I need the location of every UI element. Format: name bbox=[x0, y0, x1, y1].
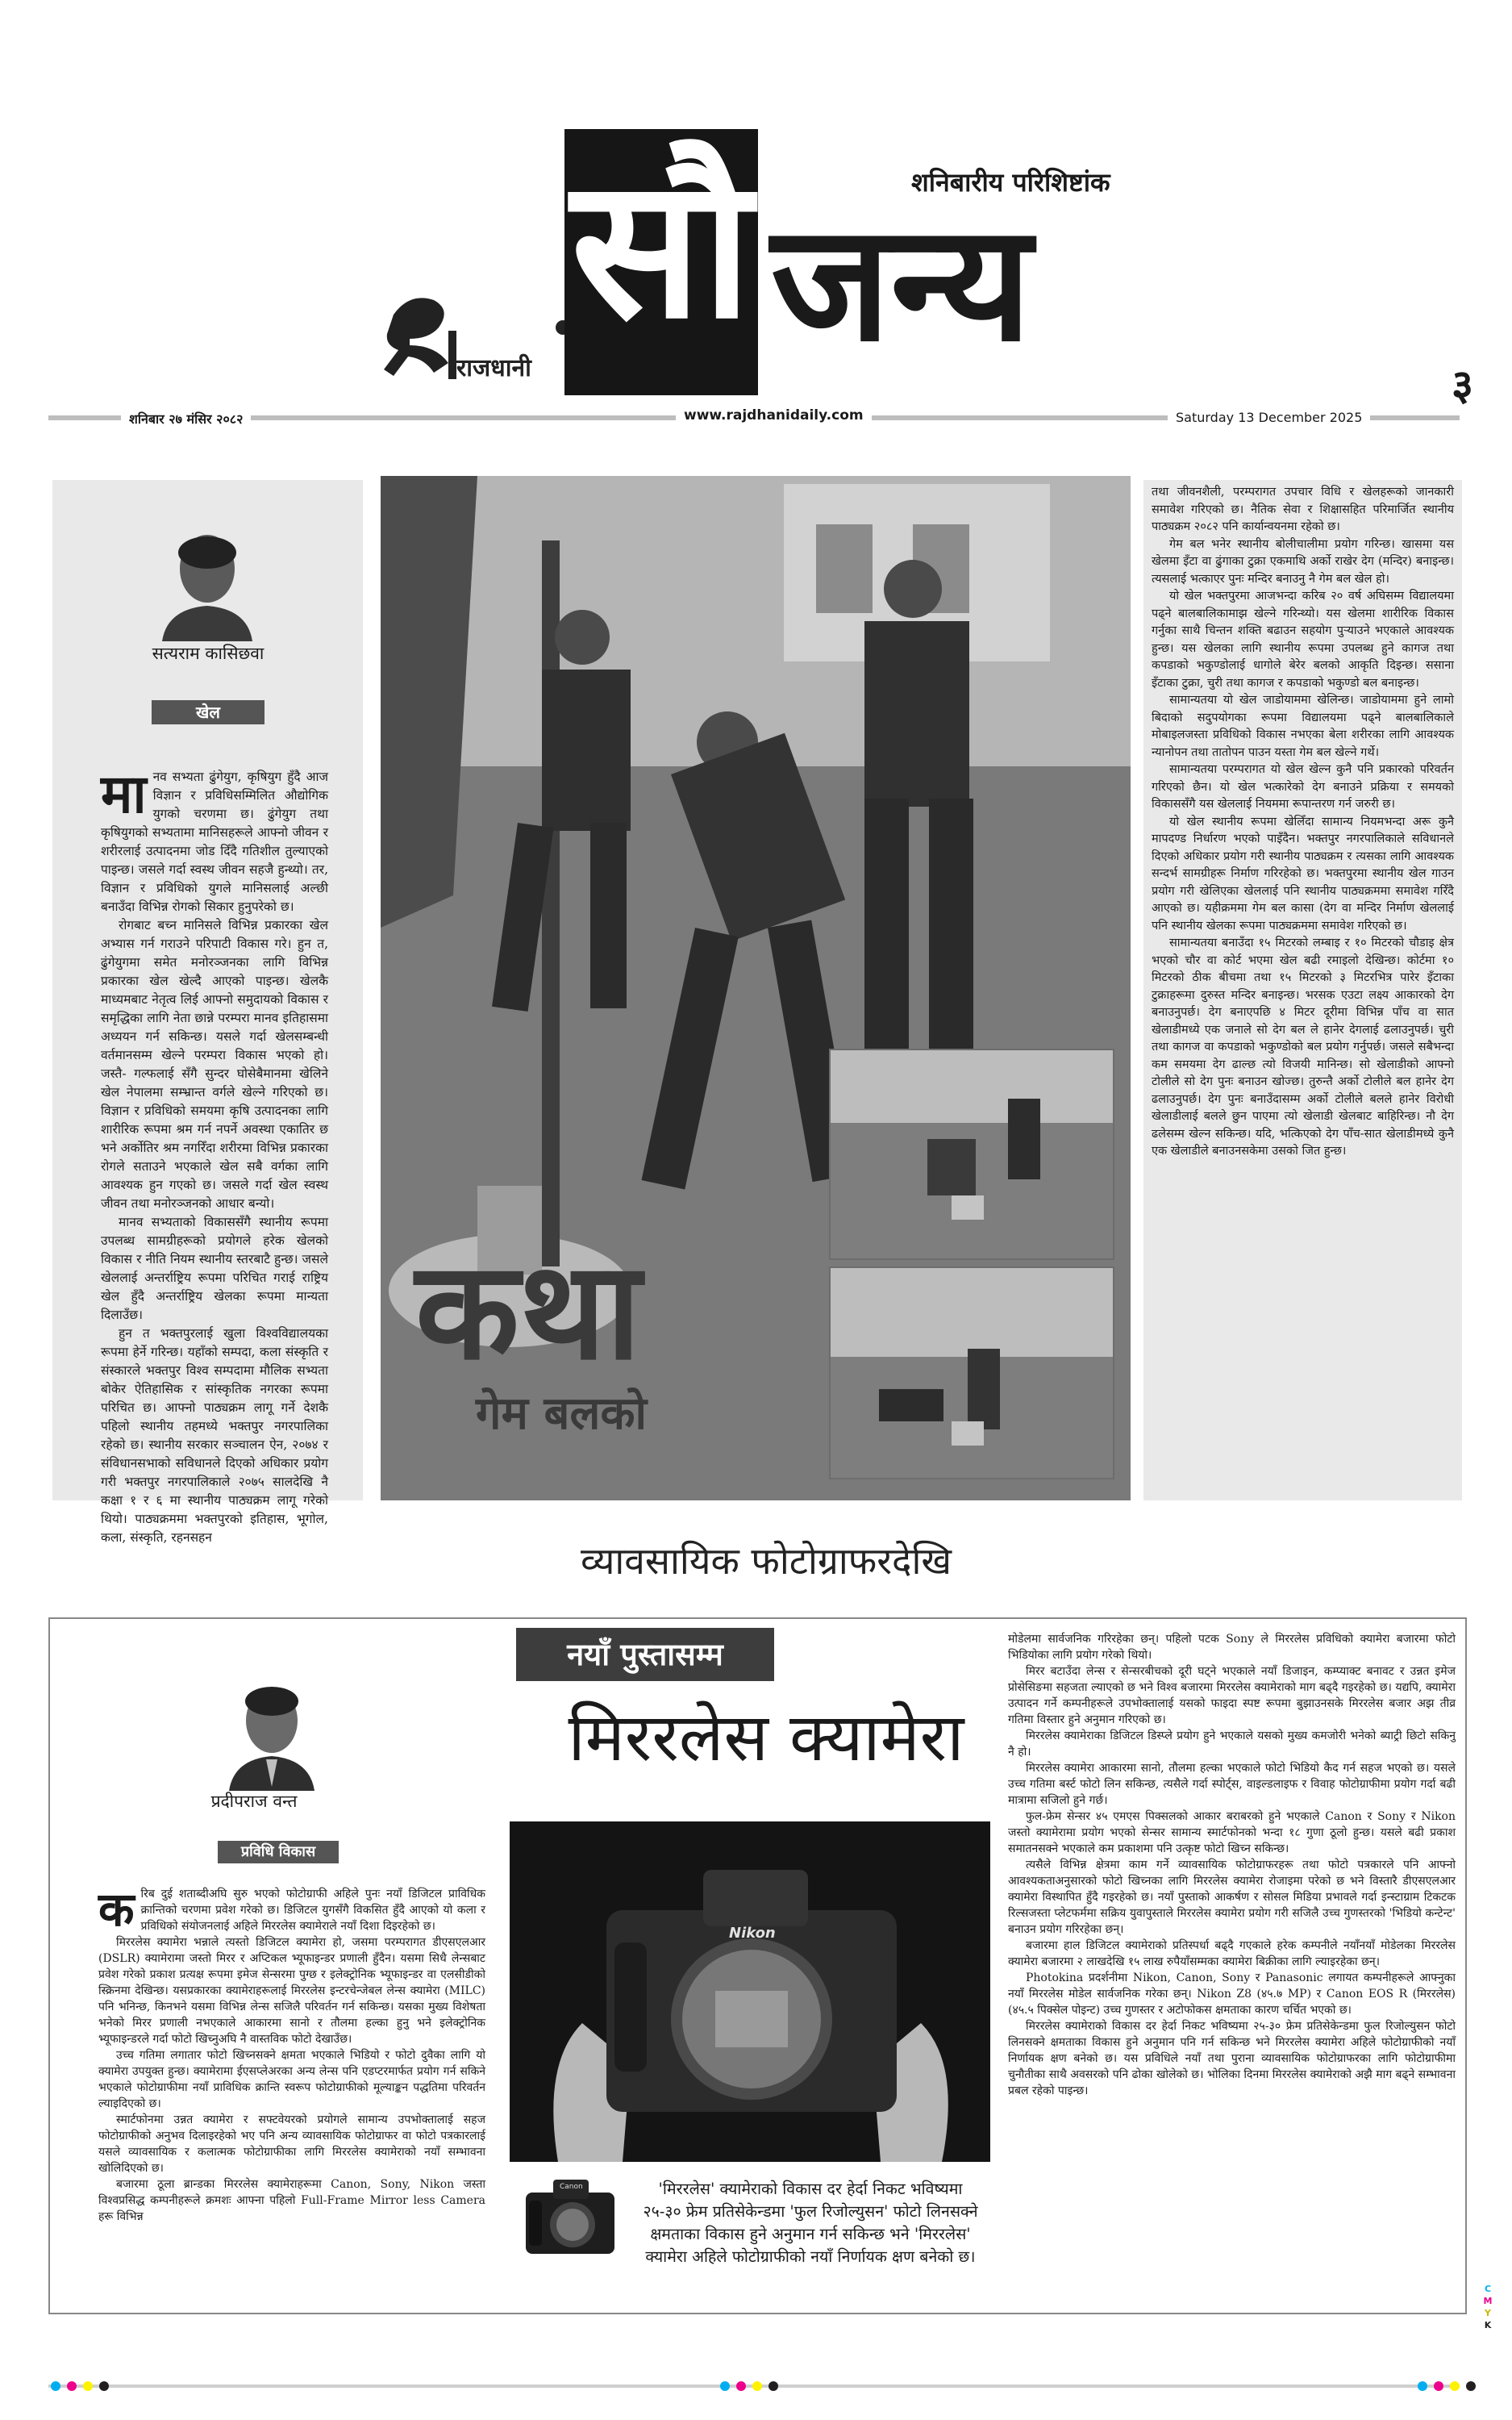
inset-photo-2-icon bbox=[831, 1268, 1113, 1478]
nikon-camera-photo-icon bbox=[510, 1821, 990, 2162]
inset-photo-1 bbox=[829, 1049, 1114, 1260]
author-portrait-icon bbox=[159, 528, 256, 641]
small-camera-photo bbox=[521, 2172, 619, 2262]
story2-headline: मिररलेस क्यामेरा bbox=[568, 1700, 964, 1776]
paragraph: त्यसैले विभिन्न क्षेत्रमा काम गर्ने व्यावसायिक फोटोग्राफरहरू तथा फोटो पत्रकारले पनि आफ्नो आवश्यकताअनुसारको फोटो खिच्नका लागि मिररलेस क्यामेरा रोजाइमा परेको छ भने विस्तारै डीएसएलआर क्यामेरा विस्थापित हुँदै गइरहेको छ। नयाँ पुस्ताको आकर्षण र सोसल मिडिया प्रभावले गर्दा इन्स्टाग्राम टिकटक रिल्सजस्ता प्लेटफर्ममा सक्रिय युवापुस्ताले मिररलेस क्यामेरा प्रयोग गरी सजिलै उच्च गुणस्तरको 'भिडियो कन्टेन्ट' बनाउन प्रयोग गरिरहेका छन्। bbox=[1008, 1859, 1456, 1936]
story1-headline: कथा bbox=[415, 1232, 641, 1390]
paragraph: नव सभ्यता ढुंगेयुग, कृषियुग हुँदै आज विज्ञान र प्रविधिसम्मिलित औद्योगिक युगको चरणमा छ। ढुंगेयुग तथा कृषियुगको सभ्यतामा मानिसहरूले आफ्नो जीवन र शरीरलाई उत्पादनमा जोड दिँदै गतिशील तुल्याएको पाइन्छ। जसले गर्दा स्वस्थ जीवन सहजै हुन्थ्यो। तर, विज्ञान र प्रविधिको युगले मानिसलाई अल्छी बनाउँदा विभिन्न रोगको सिकार हुनुपरेको छ। bbox=[101, 770, 328, 914]
paragraph: गेम बल भनेर स्थानीय बोलीचालीमा प्रयोग गरिन्छ। खासमा यस खेलमा इँटा वा ढुंगाका टुक्रा एकमाथि अर्को राखेर देग (मन्दिर) बनाइन्छ। त्यसलाई भत्काएर पुनः मन्दिर बनाउनु नै गेम बल खेल हो। bbox=[1152, 537, 1454, 586]
author-name: सत्यराम कासिछवा bbox=[152, 644, 264, 663]
cmyk-k: K bbox=[1484, 2320, 1492, 2330]
story1-subheadline: गेम बलको bbox=[476, 1387, 647, 1440]
paragraph: स्मार्टफोनमा उन्नत क्यामेरा र सफ्टवेयरको प्रयोगले सामान्य उपभोक्तालाई सहज फोटोग्राफीको अनुभव दिलाइरहेको भए पनि अन्य व्यावसायिक फोटोग्राफर वा फोटो पत्रकारलाई यसले व्यावसायिक र कलात्मक फोटोग्राफीका लागि मिररलेस क्यामेराको नयाँ सम्भावना खोलिदिएको छ। bbox=[98, 2113, 485, 2175]
cmyk-strip bbox=[1482, 2283, 1493, 2331]
paragraph: Photokina प्रदर्शनीमा Nikon, Canon, Sony र Panasonic लगायत कम्पनीहरूले आफ्नुका नयाँ मिररलेस मोडेल सार्वजनिक गरेका छन्। Nikon Z8 (४५.७ MP) र Canon EOS R (मिररलेस) (४५.५ पिक्सेल पोइन्ट) उच्च गुणस्तर र अटोफोकस क्षमताका कारण चर्चित भएको छ। bbox=[1008, 1971, 1456, 2017]
date-en: Saturday 13 December 2025 bbox=[1168, 410, 1370, 425]
rajdhani-logo bbox=[377, 282, 579, 387]
paragraph: सामान्यतया बनाउँदा १५ मिटरको लम्बाइ र १० मिटरको चौडाइ क्षेत्र भएको चौर वा कोर्ट भएमा खेल बढी रमाइलो देखिन्छ। कोर्टमा १० मिटरको ठीक बीचमा तथा १५ मिटरको ३ मिटरभित्र पारेर इँटाका टुक्राहरूमा दुरुस्त मन्दिर बनाइन्छ। भरसक एउटा लक्ष्य आकारको देग बनाउनुपर्छ। देग बनाएपछि ४ मिटर दूरीमा विभिन्न पाँच वा सात खेलाडीमध्ये एक जनाले सो देग बल ले हानेर देगलाई ढलाउनुपर्छ। चुरी तथा कागज वा कपडाको भकुण्डोको बल प्रयोग गर्नुपर्छ। जसले सबैभन्दा कम समयमा देग ढाल्छ त्यो विजयी मानिन्छ। सो खेलाडीको आफ्नो टोलीले सो देग पुनः बनाउन खोज्छ। तुरुन्तै अर्को टोलीले बल हानेर देग ढलाउनुपर्छ। देग पुनः बनाउँदासम्म अर्को टोलीले बलले हानेर विरोधी खेलाडीलाई बलले छुन पाएमा त्यो खेलाडी खेलबाट बाहिरिन्छ। नौ देग ढलेसम्म खेल्न सकिन्छ। यदि, भत्किएको देग पाँच-सात खेलाडीमध्ये कुनै एक खेलाडीले बनाउनसकेमा उसको जित हुन्छ। bbox=[1152, 937, 1454, 1158]
registration-dots-right-icon bbox=[1415, 2379, 1488, 2393]
paragraph: उच्च गतिमा लगातार फोटो खिच्नसक्ने क्षमता भएकाले भिडियो र फोटो दुवैका लागि यो क्यामेरा उपयुक्त हुन्छ। क्यामेरामा ईएसप्लेअरका अन्य लेन्स पनि एडप्टरमार्फत प्रयोग गर्न सकिने भएकाले फोटोग्राफीमा नयाँ प्राविधिक क्रान्ति स्वरूप फोटोग्राफीको मूल्याङ्कन पद्धतिमा परिवर्तन ल्याइदिएको छ। bbox=[98, 2049, 485, 2110]
paragraph: मिररलेस क्यामेरा भन्नाले त्यस्तो डिजिटल क्यामेरा हो, जसमा परम्परागत डीएसएलआर (DSLR) क्यामेरामा जस्तो मिरर र अप्टिकल भ्यूफाइन्डर प्रणाली हुँदैन। यसमा सिधै लेन्सबाट प्रवेश गरेको प्रकाश प्रत्यक्ष रूपमा इमेज सेन्सरमा पुग्छ र इलेक्ट्रोनिक भ्यूफाइन्डर वा एलसीडीको स्क्रिनमा देखिन्छ। यसप्रकारका क्यामेराहरूलाई मिररलेस इन्टरचेन्जेबल लेन्स क्यामेरा (MILC) पनि भनिन्छ, किनभने यसमा विभिन्न लेन्स सजिलै परिवर्तन गर्न सकिन्छ। यसका मुख्य विशेषता भनेको मिरर प्रणाली नभएकाले आकारमा सानो र तौलमा हल्का हुनु भने इलेक्ट्रोनिक भ्यूफाइन्डरले गर्दा फोटो खिच्नुअघि नै वास्तविक फोटो देखाउँछ। bbox=[98, 1936, 485, 2046]
dropcap-2: क bbox=[98, 1882, 135, 1937]
author2-portrait-icon bbox=[227, 1682, 316, 1791]
story2-kicker-top: व्यावसायिक फोटोग्राफरदेखि bbox=[580, 1539, 952, 1583]
camera-brand-label: Nikon bbox=[729, 1925, 776, 1942]
paragraph: मिररलेस क्यामेरा आकारमा सानो, तौलमा हल्का भएकाले फोटो भिडियो कैद गर्न सहज भएको छ। यसले उच्च गतिमा बर्स्ट फोटो लिन सकिन्छ, त्यसैले गर्दा स्पोर्ट्स, वाइल्डलाइफ र विवाह फोटोग्राफीमा प्रयोग गर्दा बढी मात्रामा सजिलो हुने गर्छ। bbox=[1008, 1762, 1456, 1807]
registration-marks-left bbox=[48, 2379, 121, 2397]
paragraph: मिररलेस क्यामेराको विकास दर हेर्दा निकट भविष्यमा २५-३० फ्रेम प्रतिसेकेन्डमा फुल रिजोल्युसन फोटो लिनसक्ने क्षमताका विकास हुने अनुमान पनि गर्न सकिन्छ भने मिररलेस क्यामेरा अहिले फोटोग्राफीको नयाँ निर्णायक क्षण बनेको छ। यस प्रविधिले नयाँ तथा पुराना व्यावसायिक फोटोग्राफरका लागि फोटोग्राफीमा चुनौतीका साथै अवसरको पनि ढोका खोलेको छ। भोलिका दिनमा मिररलेस क्यामेराको अझै माग बढ्ने सम्भावना प्रबल रहेको पाइन्छ। bbox=[1008, 2020, 1456, 2097]
section-badge: खेल bbox=[152, 700, 264, 724]
date-np: शनिबार २७ मंसिर २०८२ bbox=[121, 410, 251, 428]
story2-right-column bbox=[1008, 1631, 1456, 2305]
paragraph: बजारमा हाल डिजिटल क्यामेराको प्रतिस्पर्धा बढ्दै गएकाले हरेक कम्पनीले नयाँनयाँ मोडेलका मिररलेस क्यामेरा बजारमा २ लाखदेखि १५ लाख रुपैयाँसम्मका क्यामेरा बिक्रीका लागि ल्याइरहेका छन्। bbox=[1008, 1939, 1456, 1968]
registration-dots-center-icon bbox=[718, 2379, 790, 2393]
inset-photo-1-icon bbox=[831, 1050, 1113, 1258]
story1-right-column bbox=[1152, 484, 1454, 1492]
dropcap: मा bbox=[101, 762, 147, 825]
paragraph: यो खेल भक्तपुरमा आजभन्दा करिब २० वर्ष अघिसम्म विद्यालयमा पढ्ने बालबालिकामाझ खेल्ने गरिन्थ्यो। यस खेलमा शारीरिक विकास गर्नुका साथै चिन्तन शक्ति बढाउन सहयोग पुर्‍याउने भएकाले आवश्यक हुन्छ। यस खेलका लागि स्थानीय रूपमा उपलब्ध हुने कागज तथा कपडाको भकुण्डोलाई धागोले बेरेर बलको आकृति दिइन्छ। ससाना इँटाका टुक्रा, चुरी तथा कागज र कपडाको भकुण्डो बल बनाइन्छ। bbox=[1152, 590, 1454, 690]
story2-left-column bbox=[98, 1882, 485, 2309]
paragraph: फुल-फ्रेम सेन्सर ४५ एमएस पिक्सलको आकार बराबरको हुने भएकाले Canon र Sony र Nikon जस्तो क्यामेरामा प्रयोग भएको सेन्सर सामान्य स्मार्टफोनको भन्दा १८ गुणा ठूलो हुन्छ। यसले बढी प्रकाश समातनसक्ने भएकाले कम प्रकाशमा पनि उत्कृष्ट फोटो खिच्न सकिन्छ। bbox=[1008, 1810, 1456, 1855]
paragraph: यो खेल स्थानीय रूपमा खेलिँदा सामान्य नियमभन्दा अरू कुनै मापदण्ड निर्धारण भएको पाइँदैन। भक्तपुर नगरपालिकाले सविधानले दिएको अधिकार प्रयोग गरी स्थानीय पाठ्यक्रम र त्यसका लागि आवश्यक सन्दर्भ सामग्रीहरू निर्माण गरिरहेको छ। भक्तपुरमा स्थानीय खेल गाउन प्रयोग गरी खेलिएका खेललाई पनि स्थानीय पाठ्यक्रममा समावेश गरिँदै आएको छ। यहीक्रममा गेम बल कासा (देग वा मन्दिर निर्माण खेललाई पनि स्थानीय खेलका रूपमा पाठ्यक्रममा समावेश गरिएको छ। bbox=[1152, 815, 1454, 933]
paragraph: मानव सभ्यताको विकाससँगै स्थानीय रूपमा उपलब्ध सामग्रीहरूको प्रयोगले हरेक खेलको विकास र नीति नियम स्थानीय स्तरबाटै हुन्छ। जसले खेललाई अन्तर्राष्ट्रिय रूपमा परिचित गराई राष्ट्रिय खेल हुँदै अन्तर्राष्ट्रिय खेलका रूपमा मान्यता दिलाउँछ। bbox=[101, 1215, 328, 1322]
camera-photo bbox=[510, 1821, 990, 2162]
paragraph: रोगबाट बच्न मानिसले विभिन्न प्रकारका खेल अभ्यास गर्न गराउने परिपाटी विकास गरे। हुन त, ढुंगेयुगमा समेत मनोरञ्जनका लागि विभिन्न प्रकारका खेल खेल्दै आएको पाइन्छ। खेलकै माध्यमबाट नेतृत्व लिई आफ्नो समुदायको विकास र समृद्धिका लागि नेता छान्ने परम्परा मानव इतिहासमा अध्ययन गर्न सकिन्छ। यसले गर्दा खेलसम्बन्धी वर्तमानसम्म खेल्ने परम्परा विकास भएको हो। जस्तै- गल्फलाई सँगै सुन्दर घोसेबैमानमा खेलिने खेल नेपालमा सम्भ्रान्त वर्गले खेल्ने गरिएको छ। विज्ञान र प्रविधिको समयमा कृषि उत्पादनका लागि शारीरिक रूपमा श्रम गर्न नपर्ने अवस्था एकातिर छ भने अर्कोतिर श्रम नगरिँदा शरीरमा विभिन्न प्रकारका रोगले सताउने भएकाले खेल सबै वर्गका लागि आवश्यक हुन गएको छ। जसले गर्दा खेल स्वस्थ जीवन तथा मनोरञ्जनको आधार बन्यो। bbox=[101, 918, 328, 1211]
author2-name: प्रदीपराज वन्त bbox=[210, 1792, 298, 1811]
page-number: ३ bbox=[1452, 361, 1474, 410]
brand-name: राजधानी bbox=[456, 354, 531, 382]
paragraph: रिब दुई शताब्दीअघि सुरु भएको फोटोग्राफी अहिले पुनः नयाँ डिजिटल प्राविधिक क्रान्तिको चरणमा प्रवेश गरेको छ। डिजिटल युगसँगै विकसित हुँदै आएको यो कला र प्रविधिको संयोजनलाई अहिले मिररलेस क्यामेराले नयाँ दिशा दिइरहेको छ। bbox=[140, 1888, 485, 1933]
photo-caption: 'मिररलेस' क्यामेराको विकास दर हेर्दा निकट भविष्यमा २५-३० फ्रेम प्रतिसेकेन्डमा 'फुल रिजोल्युसन' फोटो लिनसक्ने क्षमताका विकास हुने अनुमान गर्न सकिन्छ भने 'मिररलेस' क्यामेरा अहिले फोटोग्राफीको नयाँ निर्णायक क्षण बनेको छ। bbox=[643, 2180, 978, 2266]
section-badge-2: प्रविधि विकास bbox=[218, 1841, 339, 1863]
website[interactable]: www.rajdhanidaily.com bbox=[676, 407, 872, 424]
author2-avatar bbox=[227, 1682, 316, 1791]
supplement-label: शनिबारीय परिशिष्टांक bbox=[911, 167, 1110, 198]
paragraph: मोडेलमा सार्वजनिक गरिरहेका छन्। पहिलो पटक Sony ले मिररलेस प्रविधिको क्यामेरा बजारमा फोटो भिडियोका लागि प्रयोग गरेको थियो। bbox=[1008, 1633, 1456, 1662]
title-part1: सौ bbox=[571, 136, 752, 361]
title-part2: जन्य bbox=[771, 190, 1032, 378]
registration-marks-center bbox=[718, 2379, 790, 2397]
paragraph: सामान्यतया यो खेल जाडोयाममा खेलिन्छ। जाडोयाममा हुने लामो बिदाको सदुपयोगका रूपमा विद्यालयमा पढ्ने बालबालिकाले मोबाइलजस्ता प्रविधिको विकास नभएका बेला शरीरका लागि आवश्यक न्यानोपन तथा तातोपन पाउन यस्ता गेम बल खेल्ने गर्थे। bbox=[1152, 694, 1454, 759]
author-avatar bbox=[159, 528, 256, 641]
story1-left-column bbox=[101, 762, 328, 1545]
masthead bbox=[0, 0, 1512, 428]
paragraph: मिररलेस क्यामेराका डिजिटल डिस्प्ले प्रयोग हुने भएकाले यसको मुख्य कमजोरी भनेको ब्याट्री छिटो सकिनु नै हो। bbox=[1008, 1729, 1456, 1759]
cmyk-m: M bbox=[1483, 2296, 1493, 2306]
paragraph: तथा जीवनशैली, परम्परागत उपचार विधि र खेलहरूको जानकारी समावेश गरिएको छ। नैतिक सेवा र शिक्षासहित परिमार्जित स्थानीय पाठ्यक्रम २०८२ पनि कार्यान्वयनमा रहेको छ। bbox=[1152, 486, 1454, 533]
kicker-banner: नयाँ पुस्तासम्म bbox=[516, 1628, 774, 1681]
paragraph: बजारमा ठूला ब्रान्डका मिररलेस क्यामेराहरूमा Canon, Sony, Nikon जस्ता विश्वप्रसिद्ध कम्पनीहरूले क्रमशः आफ्ना पहिलो Full-Frame Mirror less Camera हरू विभिन्न bbox=[98, 2178, 485, 2223]
paragraph: हुन त भक्तपुरलाई खुला विश्वविद्यालयका रूपमा हेर्ने गरिन्छ। यहाँको सम्पदा, कला संस्कृति र संस्कारले भक्तपुर विश्व सम्पदामा मौलिक सभ्यता बोकेर ऐतिहासिक र सांस्कृतिक नगरका रूपमा परिचित छ। आफ्नो पाठ्यक्रम लागू गर्ने देशकै पहिलो स्थानीय तहमध्ये भक्तपुर नगरपालिका रहेको छ। स्थानीय सरकार सञ्चालन ऐन, २०७४ र संविधानसभाको सविधानले दिएको अधिकार प्रयोग गरी भक्तपुर नगरपालिकाले २०७५ सालदेखि नै कक्षा १ र ६ मा स्थानीय पाठ्यक्रम लागू गरेको थियो। पाठ्यक्रममा भक्तपुरको इतिहास, भूगोल, कला, संस्कृति, रहनसहन bbox=[101, 1326, 328, 1545]
registration-marks-right bbox=[1415, 2379, 1488, 2397]
paragraph: सामान्यतया परम्परागत यो खेल खेल्न कुनै पनि प्रकारको परिवर्तन गरिएको छैन। यो खेल भत्कारेको देग बनाउने प्रक्रिया र समयको विकाससँगै यस खेललाई नियममा रूपान्तरण गर्न जरुरी छ। bbox=[1152, 763, 1454, 811]
inset-photo-2 bbox=[829, 1266, 1114, 1479]
registration-dots-icon bbox=[48, 2379, 121, 2393]
small-camera-brand-label: Canon bbox=[560, 2183, 583, 2191]
cmyk-y: Y bbox=[1485, 2308, 1491, 2318]
cmyk-c: C bbox=[1484, 2284, 1492, 2294]
paragraph: मिरर बटाउँदा लेन्स र सेन्सरबीचको दूरी घट्ने भएकाले नयाँ डिजाइन, कम्प्याक्ट बनावट र उन्नत इमेज प्रोसेसिङमा सहजता ल्याएको छ भने विश्व बजारमा मिररलेस क्यामेराको माग बढ्दै गइरहेको छ। यद्यपि, क्यामेरा उत्पादन गर्ने कम्पनीहरूले उपभोक्तालाई यसको फाइदा स्पष्ट रूपमा बुझाउनसके मिररलेस बजार अझ तीव्र गतिमा विस्तार हुने अनुमान गरिएको छ। bbox=[1008, 1665, 1456, 1726]
